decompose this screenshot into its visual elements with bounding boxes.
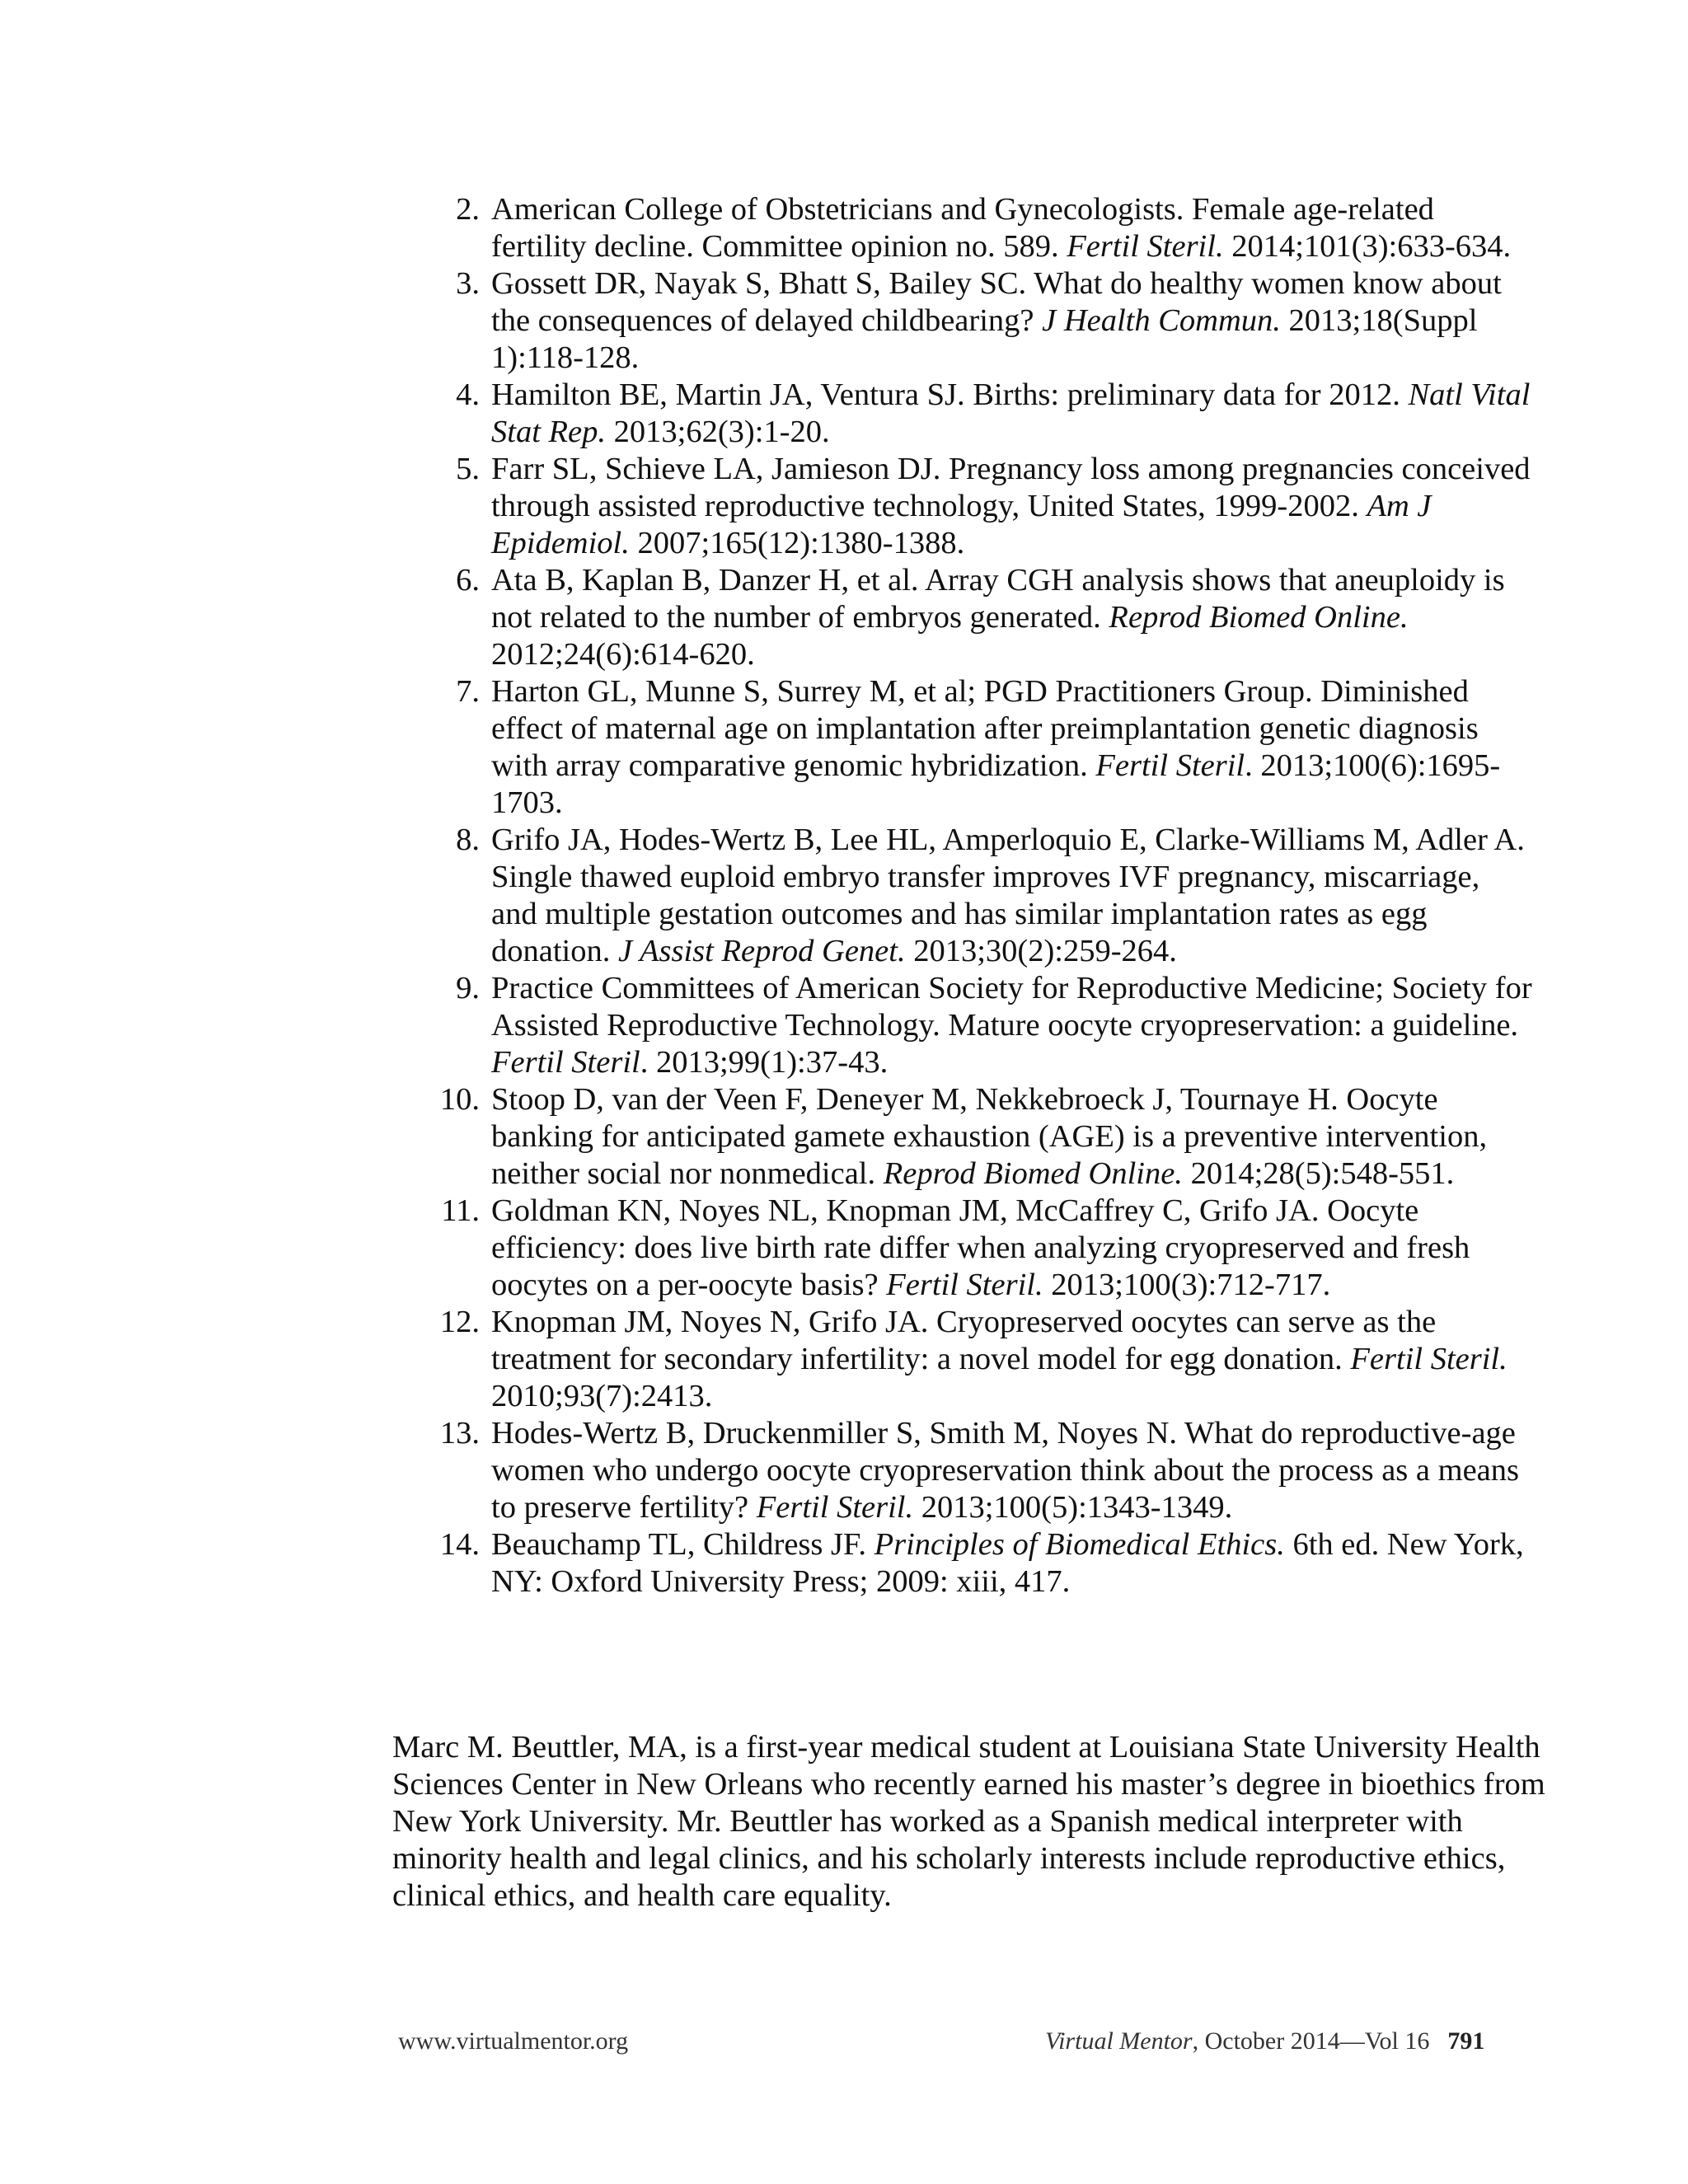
- reference-details: 2013;62(3):1-20.: [606, 415, 830, 449]
- reference-number: 14.: [439, 1527, 480, 1562]
- footer-citation: [1045, 2027, 1484, 2056]
- reference-details: 2007;165(12):1380-1388.: [629, 526, 965, 560]
- reference-details: . 2013;99(1):37-43.: [640, 1045, 889, 1080]
- reference-number: 5.: [456, 452, 480, 486]
- reference-number: 12.: [439, 1305, 480, 1339]
- reference-details: 2012;24(6):614-620.: [491, 637, 755, 672]
- reference-text: Hamilton BE, Martin JA, Ventura SJ. Births: preliminary data for 2012.: [491, 377, 1409, 412]
- reference-source: J Assist Reprod Genet.: [617, 934, 906, 968]
- reference-item: [437, 191, 1533, 265]
- reference-item: [437, 265, 1533, 377]
- reference-number: 3.: [456, 266, 480, 301]
- reference-details: 2013;100(3):712-717.: [1043, 1268, 1331, 1302]
- reference-source: J Health Commun.: [1042, 303, 1281, 338]
- reference-number: 13.: [439, 1416, 480, 1451]
- reference-text: Practice Committees of American Society for Reproductive Medicine; Society for Assisted Reproductive Technology. Mature oocyte cryopreservation: a guideline.: [491, 971, 1532, 1043]
- reference-source: Fertil Steril.: [1067, 229, 1224, 264]
- reference-text: American College of Obstetricians and Gynecologists. Female age-related fertility decline. Committee opinion no. 589.: [491, 192, 1434, 264]
- reference-source: Fertil Steril: [1095, 748, 1245, 783]
- reference-text: Beauchamp TL, Childress JF.: [491, 1527, 874, 1562]
- reference-number: 10.: [439, 1082, 480, 1117]
- reference-item: [437, 377, 1533, 451]
- reference-details: 2014;101(3):633-634.: [1223, 229, 1512, 264]
- reference-item: [437, 673, 1533, 822]
- reference-details: 6th ed. New York, NY: Oxford University Press; 2009: xiii, 417.: [491, 1527, 1524, 1599]
- author-bio: Marc M. Beuttler, MA, is a first-year medical student at Louisiana State University Health Sciences Center in New Orleans who recently earned his master’s degree in bioethics from New York University. Mr. Beuttler has worked as a Spanish medical interpreter with minority health and legal clinics, and his scholarly interests include reproductive ethics, clinical ethics, and health care equality.: [392, 1730, 1545, 1913]
- footer-issue: , October 2014—Vol 16: [1192, 2027, 1430, 2055]
- reference-source: Principles of Biomedical Ethics.: [874, 1527, 1285, 1562]
- reference-item: [437, 1415, 1533, 1526]
- reference-source: Am J Epidemiol.: [491, 489, 1432, 560]
- reference-number: 11.: [441, 1193, 480, 1228]
- reference-number: 7.: [456, 674, 480, 709]
- reference-number: 9.: [456, 971, 480, 1005]
- reference-number: 4.: [456, 377, 480, 412]
- reference-item: [437, 451, 1533, 562]
- reference-details: . 2013;100(6):1695-1703.: [491, 748, 1501, 820]
- reference-item: [437, 1304, 1533, 1415]
- page-number: 791: [1447, 2027, 1485, 2055]
- footer-journal-name: Virtual Mentor: [1045, 2027, 1193, 2055]
- reference-list: [437, 191, 1533, 1601]
- footer-website: www.virtualmentor.org: [398, 2027, 629, 2055]
- reference-item: [437, 562, 1533, 673]
- reference-text: Gossett DR, Nayak S, Bhatt S, Bailey SC. What do healthy women know about the consequences of delayed childbearing?: [491, 266, 1502, 338]
- reference-number: 2.: [456, 192, 480, 227]
- reference-details: 2010;93(7):2413.: [491, 1379, 713, 1413]
- reference-text: Grifo JA, Hodes-Wertz B, Lee HL, Amperloquio E, Clarke-Williams M, Adler A. Single thawed euploid embryo transfer improves IVF pregnancy, miscarriage, and multiple gestation outcomes and has similar implantation rates as egg donation.: [491, 823, 1525, 968]
- reference-source: Fertil Steril.: [756, 1490, 914, 1525]
- reference-number: 8.: [456, 823, 480, 857]
- reference-text: Ata B, Kaplan B, Danzer H, et al. Array CGH analysis shows that aneuploidy is not related to the number of embryos generated.: [491, 563, 1505, 635]
- reference-item: [437, 1081, 1533, 1193]
- reference-text: Goldman KN, Noyes NL, Knopman JM, McCaffrey C, Grifo JA. Oocyte efficiency: does live birth rate differ when analyzing cryopreserved and fresh oocytes on a per-oocyte basis?: [491, 1193, 1470, 1302]
- reference-item: [437, 1526, 1533, 1601]
- reference-source: Natl Vital Stat Rep.: [491, 377, 1531, 449]
- reference-text: Knopman JM, Noyes N, Grifo JA. Cryopreserved oocytes can serve as the treatment for secondary infertility: a novel model for egg donation.: [491, 1305, 1437, 1376]
- reference-item: [437, 1193, 1533, 1304]
- reference-text: Farr SL, Schieve LA, Jamieson DJ. Pregnancy loss among pregnancies conceived through assisted reproductive technology, United States, 1999-2002.: [491, 452, 1531, 523]
- reference-source: Fertil Steril: [491, 1045, 640, 1080]
- reference-details: 2013;100(5):1343-1349.: [913, 1490, 1233, 1525]
- reference-number: 6.: [456, 563, 480, 598]
- reference-source: Fertil Steril.: [1350, 1342, 1507, 1376]
- reference-item: [437, 822, 1533, 970]
- reference-text: Stoop D, van der Veen F, Deneyer M, Nekkebroeck J, Tournaye H. Oocyte banking for anticipated gamete exhaustion (AGE) is a preventive intervention, neither social nor nonmedical.: [491, 1082, 1488, 1191]
- reference-text: Hodes-Wertz B, Druckenmiller S, Smith M, Noyes N. What do reproductive-age women who undergo oocyte cryopreservation think about the process as a means to preserve fertility?: [491, 1416, 1519, 1525]
- reference-text: Harton GL, Munne S, Surrey M, et al; PGD Practitioners Group. Diminished effect of maternal age on implantation after preimplantation genetic diagnosis with array comparative genomic hybridization.: [491, 674, 1479, 783]
- reference-source: Reprod Biomed Online.: [1109, 600, 1409, 635]
- reference-source: Fertil Steril.: [886, 1268, 1043, 1302]
- reference-details: 2014;28(5):548-551.: [1182, 1156, 1455, 1191]
- reference-item: [437, 970, 1533, 1081]
- reference-details: 2013;30(2):259-264.: [905, 934, 1177, 968]
- reference-source: Reprod Biomed Online.: [883, 1156, 1183, 1191]
- reference-details: 2013;18(Suppl 1):118-128.: [491, 303, 1478, 375]
